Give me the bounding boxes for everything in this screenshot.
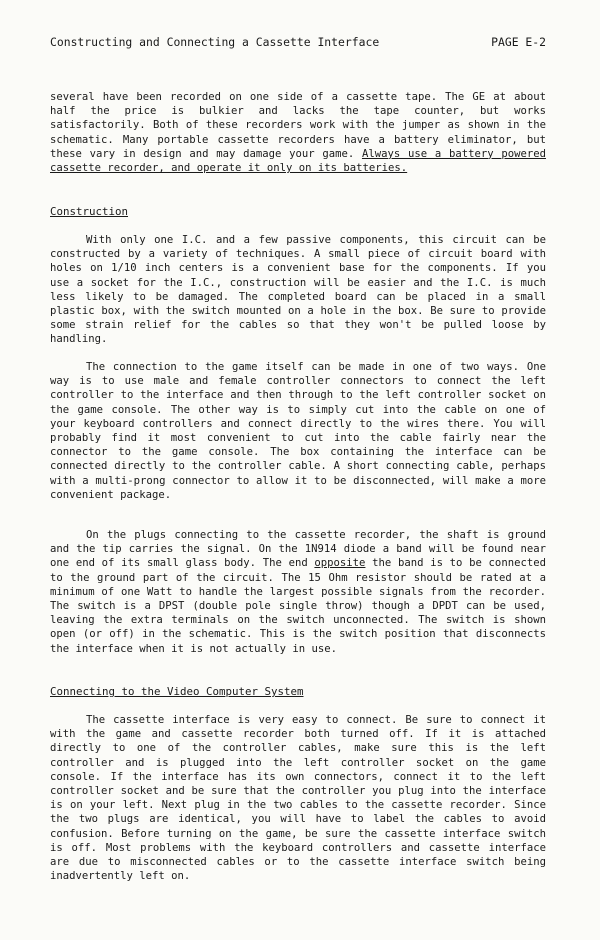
construction-paragraph-2 (50, 360, 546, 502)
page-header (50, 35, 546, 49)
construction-paragraph-1 (50, 233, 546, 347)
construction-p3-text-b: the band is to be connected to the ground part of the circuit. The 15 Ohm resistor should be rated at a minimum of one Watt to handle the largest possible signals from the recorder. The switch is a DPST (double pole single throw) though a DPDT can be used, leaving the extra terminals on the switch unconnected. The switch is shown open (or off) in the schematic. This is the switch position that disconnects the interface when it is not actually in use. (50, 557, 546, 655)
construction-p3-emphasis: opposite (314, 557, 366, 570)
connecting-paragraph (50, 713, 546, 883)
connecting-heading: Connecting to the Video Computer System (50, 685, 304, 698)
construction-heading: Construction (50, 205, 129, 218)
construction-p2-text: The connection to the game itself can be made in one of two ways. One way is to use male and female controller connectors to connect the left controller to the interface and then through to the left controller socket on the game console. The other way is to simply cut into the cable on one of your keyboard controllers and connect directly to the wires there. You will probably find it most convenient to cut into the cable fairly near the connector to the game console. The box containing the interface can be connected directly to the controller cable. A short connecting cable, perhaps with a multi-prong connector to allow it to be disconnected, will make a more convenient package. (50, 361, 546, 501)
intro-paragraph (50, 90, 546, 175)
page-number: PAGE E-2 (491, 35, 546, 49)
intro-warning: Always use a battery powered cassette recorder, and operate it only on its batteries. (50, 147, 546, 175)
intro-text: several have been recorded on one side of a cassette tape. The GE at about half the price is bulkier and lacks the tape counter, but works satisfactorily. Both of these recorders work with the jumper as shown in the schematic. Many portable cassette recorders have a battery eliminator, but these vary in design and may damage your game. (50, 91, 546, 160)
construction-p3-text-a: On the plugs connecting to the cassette recorder, the shaft is ground and the tip carries the signal. On the 1N914 diode a band will be found near one end of its small glass body. The end (50, 529, 546, 570)
construction-paragraph-3 (50, 528, 546, 656)
construction-p1-text: With only one I.C. and a few passive components, this circuit can be constructed by a variety of techniques. A small piece of circuit board with holes on 1/10 inch centers is a convenient base for the components. If you use a socket for the I.C., construction will be easier and the I.C. is much less likely to be damaged. The completed board can be placed in a small plastic box, with the switch mounted on a hole in the box. Be sure to provide some strain relief for the cables so that they won't be pulled loose by handling. (50, 234, 546, 346)
running-title: Constructing and Connecting a Cassette Interface (50, 35, 380, 49)
connecting-p1-text: The cassette interface is very easy to connect. Be sure to connect it with the game and cassette recorder both turned off. If it is attached directly to one of the controller cables, make sure this is the left controller and is plugged into the left controller socket on the game console. If the interface has its own connectors, connect it to the left controller socket and be sure that the controller you plug into the interface is on your left. Next plug in the two cables to the cassette recorder. Since the two plugs are identical, you will have to label the cables to avoid confusion. Before turning on the game, be sure the cassette interface switch is off. Most problems with the keyboard controllers and cassette interface are due to misconnected cables or to the cassette interface switch being inadvertently left on. (50, 714, 546, 883)
